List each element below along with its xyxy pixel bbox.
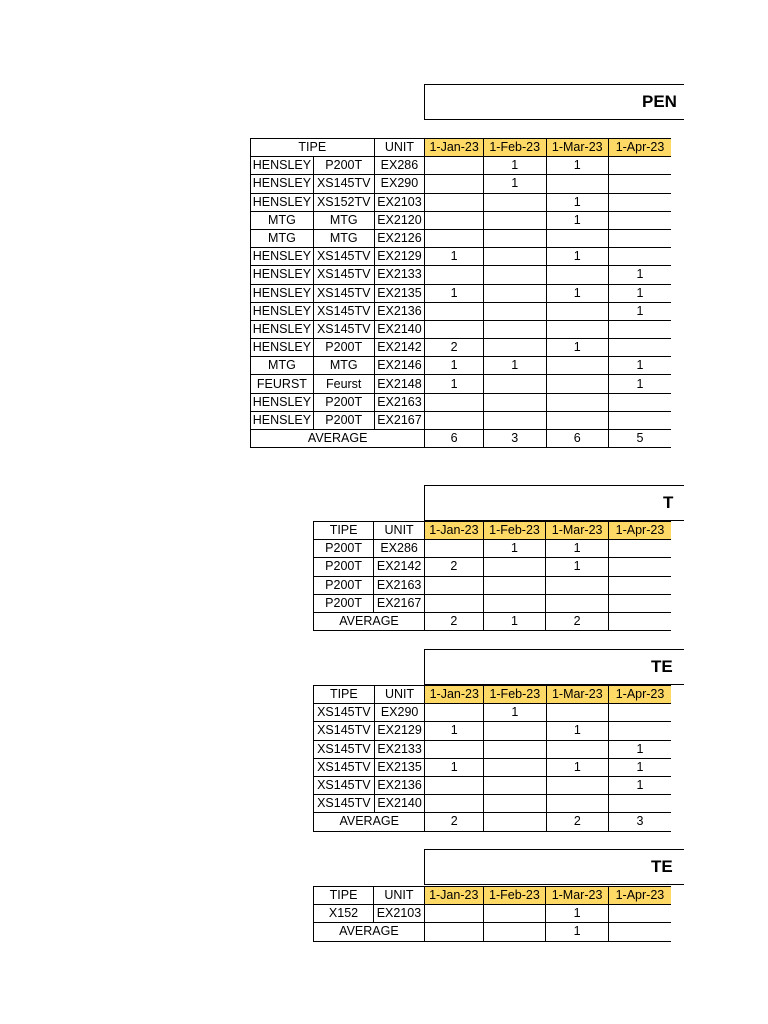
unit-cell[interactable]: EX2103	[374, 905, 425, 923]
value-cell[interactable]	[546, 266, 609, 284]
value-cell[interactable]	[609, 722, 671, 740]
month-header[interactable]: 1-Jan-23	[425, 139, 484, 157]
unit-cell[interactable]: EX2129	[374, 248, 425, 266]
section-title: PEN	[642, 92, 677, 111]
value-cell[interactable]: 1	[546, 193, 609, 211]
value-cell[interactable]	[609, 157, 671, 175]
value-cell[interactable]: 1	[546, 905, 609, 923]
value-cell[interactable]	[425, 704, 484, 722]
brand-cell[interactable]: HENSLEY	[251, 266, 314, 284]
value-cell[interactable]	[483, 411, 546, 429]
unit-cell[interactable]: EX290	[374, 704, 425, 722]
table-row	[251, 157, 672, 175]
unit-cell[interactable]: EX286	[374, 157, 425, 175]
unit-cell[interactable]: EX2140	[374, 795, 425, 813]
month-header[interactable]: 1-Mar-23	[546, 522, 609, 540]
value-cell[interactable]	[608, 576, 671, 594]
value-cell[interactable]	[546, 357, 609, 375]
value-cell[interactable]	[425, 740, 484, 758]
table-row	[314, 576, 672, 594]
value-cell[interactable]: 1	[425, 375, 484, 393]
tipe-header[interactable]: TIPE	[314, 686, 375, 704]
month-header[interactable]: 1-Feb-23	[483, 522, 546, 540]
value-cell[interactable]: 1	[483, 175, 546, 193]
unit-cell[interactable]: EX2167	[374, 411, 425, 429]
brand-cell[interactable]: HENSLEY	[251, 248, 314, 266]
table-row	[314, 776, 672, 794]
table-row	[251, 248, 672, 266]
value-cell[interactable]	[546, 375, 609, 393]
xs145tv-table	[313, 685, 671, 832]
model-cell[interactable]: P200T	[313, 411, 374, 429]
value-cell[interactable]	[546, 175, 609, 193]
table-row	[314, 795, 672, 813]
table-row	[314, 540, 672, 558]
month-header[interactable]: 1-Jan-23	[425, 686, 484, 704]
month-header[interactable]: 1-Jan-23	[425, 522, 484, 540]
table-row	[314, 758, 672, 776]
table-row	[314, 722, 672, 740]
value-cell[interactable]: 1	[546, 722, 609, 740]
value-cell[interactable]: 1	[609, 284, 671, 302]
value-cell[interactable]	[609, 411, 671, 429]
value-cell[interactable]	[608, 558, 671, 576]
value-cell[interactable]	[483, 905, 546, 923]
average-label[interactable]: AVERAGE	[314, 923, 425, 941]
average-value[interactable]: 1	[546, 923, 609, 941]
value-cell[interactable]: 1	[609, 776, 671, 794]
month-header[interactable]: 1-Mar-23	[546, 887, 609, 905]
table-row	[314, 558, 672, 576]
brand-cell[interactable]: MTG	[251, 229, 314, 247]
average-value[interactable]: 2	[425, 612, 484, 630]
unit-cell[interactable]: EX286	[374, 540, 425, 558]
value-cell[interactable]	[425, 776, 484, 794]
model-cell[interactable]: XS145TV	[314, 795, 375, 813]
brand-cell[interactable]: FEURST	[251, 375, 314, 393]
section-title: TE	[651, 657, 673, 676]
brand-cell[interactable]: HENSLEY	[251, 320, 314, 338]
tipe-header[interactable]: TIPE	[314, 522, 374, 540]
table-row	[314, 704, 672, 722]
unit-cell[interactable]: EX2163	[374, 393, 425, 411]
value-cell[interactable]: 1	[425, 722, 484, 740]
brand-cell[interactable]: HENSLEY	[251, 175, 314, 193]
table-row	[251, 375, 672, 393]
value-cell[interactable]	[483, 320, 546, 338]
value-cell[interactable]	[546, 320, 609, 338]
average-value[interactable]	[424, 923, 483, 941]
model-cell[interactable]: XS145TV	[313, 284, 374, 302]
value-cell[interactable]	[484, 722, 547, 740]
value-cell[interactable]	[546, 740, 609, 758]
value-cell[interactable]	[483, 229, 546, 247]
brand-cell[interactable]: HENSLEY	[251, 302, 314, 320]
brand-cell[interactable]: MTG	[251, 357, 314, 375]
p200t-table	[313, 521, 671, 631]
value-cell[interactable]	[546, 302, 609, 320]
value-cell[interactable]	[425, 229, 484, 247]
value-cell[interactable]: 1	[609, 266, 671, 284]
brand-cell[interactable]: HENSLEY	[251, 411, 314, 429]
unit-header[interactable]: UNIT	[374, 887, 425, 905]
unit-cell[interactable]: EX2129	[374, 722, 425, 740]
value-cell[interactable]	[484, 758, 547, 776]
model-cell[interactable]: XS145TV	[313, 302, 374, 320]
average-row	[314, 923, 672, 941]
average-value[interactable]	[608, 612, 671, 630]
value-cell[interactable]: 1	[609, 357, 671, 375]
month-header[interactable]: 1-Apr-23	[608, 887, 671, 905]
header-row	[314, 522, 672, 540]
unit-cell[interactable]: EX2136	[374, 302, 425, 320]
value-cell[interactable]	[425, 576, 484, 594]
value-cell[interactable]	[546, 776, 609, 794]
month-header[interactable]: 1-Mar-23	[546, 139, 609, 157]
unit-cell[interactable]: EX2140	[374, 320, 425, 338]
value-cell[interactable]	[483, 375, 546, 393]
table-row	[251, 193, 672, 211]
average-row	[314, 813, 672, 831]
value-cell[interactable]	[546, 229, 609, 247]
unit-cell[interactable]: EX2120	[374, 211, 425, 229]
value-cell[interactable]	[483, 558, 546, 576]
table-row	[314, 740, 672, 758]
tipe-header[interactable]: TIPE	[251, 139, 375, 157]
month-header[interactable]: 1-Feb-23	[484, 686, 547, 704]
model-cell[interactable]: XS145TV	[314, 722, 375, 740]
table-row	[251, 284, 672, 302]
brand-cell[interactable]: HENSLEY	[251, 393, 314, 411]
value-cell[interactable]: 1	[425, 284, 484, 302]
value-cell[interactable]: 1	[546, 248, 609, 266]
month-header[interactable]: 1-Jan-23	[424, 887, 483, 905]
value-cell[interactable]: 1	[546, 157, 609, 175]
value-cell[interactable]	[484, 740, 547, 758]
model-cell[interactable]: XS145TV	[313, 248, 374, 266]
unit-cell[interactable]: EX2135	[374, 758, 425, 776]
unit-cell[interactable]: EX2126	[374, 229, 425, 247]
brand-cell[interactable]: MTG	[251, 211, 314, 229]
unit-cell[interactable]: EX2142	[374, 558, 425, 576]
value-cell[interactable]	[483, 393, 546, 411]
model-cell[interactable]: MTG	[313, 211, 374, 229]
value-cell[interactable]	[483, 594, 546, 612]
value-cell[interactable]	[425, 795, 484, 813]
month-header[interactable]: 1-Feb-23	[483, 887, 546, 905]
model-cell[interactable]: XS145TV	[313, 320, 374, 338]
model-cell[interactable]: XS145TV	[314, 704, 375, 722]
average-value[interactable]: 2	[546, 813, 609, 831]
model-cell[interactable]: P200T	[313, 393, 374, 411]
value-cell[interactable]: 1	[609, 302, 671, 320]
section-title: T	[663, 493, 674, 512]
table-row	[314, 594, 672, 612]
model-cell[interactable]: P200T	[314, 558, 374, 576]
table-row	[251, 411, 672, 429]
value-cell[interactable]	[608, 905, 671, 923]
value-cell[interactable]	[483, 302, 546, 320]
value-cell[interactable]	[484, 795, 547, 813]
unit-header[interactable]: UNIT	[374, 522, 425, 540]
value-cell[interactable]: 1	[546, 339, 609, 357]
x152-table	[313, 886, 671, 942]
unit-cell[interactable]: EX2148	[374, 375, 425, 393]
value-cell[interactable]	[483, 284, 546, 302]
average-row	[314, 612, 672, 630]
table-row	[251, 175, 672, 193]
value-cell[interactable]	[483, 248, 546, 266]
value-cell[interactable]	[425, 193, 484, 211]
average-label[interactable]: AVERAGE	[314, 612, 425, 630]
unit-header[interactable]: UNIT	[374, 139, 425, 157]
average-row	[251, 430, 672, 448]
value-cell[interactable]: 1	[546, 284, 609, 302]
brand-cell[interactable]: HENSLEY	[251, 339, 314, 357]
value-cell[interactable]	[483, 339, 546, 357]
value-cell[interactable]	[425, 540, 484, 558]
section-title-box	[424, 649, 684, 685]
brand-cell[interactable]: HENSLEY	[251, 193, 314, 211]
value-cell[interactable]	[546, 576, 609, 594]
value-cell[interactable]: 1	[425, 357, 484, 375]
value-cell[interactable]: 1	[483, 157, 546, 175]
model-cell[interactable]: P200T	[314, 540, 374, 558]
unit-cell[interactable]: EX2133	[374, 266, 425, 284]
average-value[interactable]: 2	[425, 813, 484, 831]
value-cell[interactable]: 1	[484, 704, 547, 722]
main-table	[250, 138, 671, 448]
value-cell[interactable]: 1	[483, 357, 546, 375]
table-row	[251, 211, 672, 229]
model-cell[interactable]: XS145TV	[313, 266, 374, 284]
value-cell[interactable]	[608, 594, 671, 612]
model-cell[interactable]: MTG	[313, 357, 374, 375]
model-cell[interactable]: X152	[314, 905, 374, 923]
average-value[interactable]: 2	[546, 612, 609, 630]
value-cell[interactable]	[425, 411, 484, 429]
section-title-box	[424, 485, 684, 521]
value-cell[interactable]	[609, 229, 671, 247]
model-cell[interactable]: XS152TV	[313, 193, 374, 211]
value-cell[interactable]	[546, 393, 609, 411]
model-cell[interactable]: XS145TV	[314, 740, 375, 758]
value-cell[interactable]	[483, 266, 546, 284]
value-cell[interactable]	[609, 211, 671, 229]
average-value[interactable]: 3	[609, 813, 671, 831]
tipe-header[interactable]: TIPE	[314, 887, 374, 905]
average-value[interactable]: 3	[483, 430, 546, 448]
value-cell[interactable]	[425, 393, 484, 411]
value-cell[interactable]	[483, 211, 546, 229]
value-cell[interactable]	[425, 211, 484, 229]
section-title-box	[424, 84, 684, 120]
header-row	[314, 686, 672, 704]
average-label[interactable]: AVERAGE	[251, 430, 425, 448]
value-cell[interactable]: 1	[609, 758, 671, 776]
value-cell[interactable]	[425, 302, 484, 320]
value-cell[interactable]: 1	[609, 740, 671, 758]
value-cell[interactable]: 1	[546, 540, 609, 558]
table-row	[251, 320, 672, 338]
unit-cell[interactable]: EX2136	[374, 776, 425, 794]
table-row	[314, 905, 672, 923]
model-cell[interactable]: P200T	[314, 576, 374, 594]
section-title-box	[424, 849, 684, 885]
value-cell[interactable]: 1	[425, 758, 484, 776]
value-cell[interactable]: 2	[425, 339, 484, 357]
unit-cell[interactable]: EX2142	[374, 339, 425, 357]
value-cell[interactable]	[425, 266, 484, 284]
average-value[interactable]: 1	[483, 612, 546, 630]
model-cell[interactable]: P200T	[313, 339, 374, 357]
value-cell[interactable]	[546, 594, 609, 612]
table-row	[251, 302, 672, 320]
model-cell[interactable]: XS145TV	[314, 776, 375, 794]
average-value[interactable]	[483, 923, 546, 941]
value-cell[interactable]: 1	[425, 248, 484, 266]
brand-cell[interactable]: HENSLEY	[251, 157, 314, 175]
value-cell[interactable]	[609, 393, 671, 411]
value-cell[interactable]	[424, 905, 483, 923]
unit-header[interactable]: UNIT	[374, 686, 425, 704]
unit-cell[interactable]: EX2167	[374, 594, 425, 612]
model-cell[interactable]: XS145TV	[314, 758, 375, 776]
model-cell[interactable]: P200T	[313, 157, 374, 175]
brand-cell[interactable]: HENSLEY	[251, 284, 314, 302]
average-value[interactable]	[608, 923, 671, 941]
table-row	[251, 229, 672, 247]
unit-cell[interactable]: EX2135	[374, 284, 425, 302]
value-cell[interactable]	[609, 193, 671, 211]
value-cell[interactable]: 1	[546, 211, 609, 229]
value-cell[interactable]	[609, 704, 671, 722]
average-value[interactable]: 5	[609, 430, 671, 448]
value-cell[interactable]	[609, 320, 671, 338]
month-header[interactable]: 1-Mar-23	[546, 686, 609, 704]
month-header[interactable]: 1-Apr-23	[608, 522, 671, 540]
month-header[interactable]: 1-Apr-23	[609, 686, 671, 704]
table-row	[251, 266, 672, 284]
value-cell[interactable]: 1	[483, 540, 546, 558]
value-cell[interactable]	[425, 157, 484, 175]
value-cell[interactable]: 1	[546, 758, 609, 776]
value-cell[interactable]	[546, 795, 609, 813]
value-cell[interactable]	[609, 795, 671, 813]
model-cell[interactable]: XS145TV	[313, 175, 374, 193]
section-title: TE	[651, 857, 673, 876]
unit-cell[interactable]: EX2133	[374, 740, 425, 758]
value-cell[interactable]	[546, 704, 609, 722]
value-cell[interactable]: 1	[609, 375, 671, 393]
value-cell[interactable]	[609, 248, 671, 266]
value-cell[interactable]	[483, 193, 546, 211]
value-cell[interactable]	[425, 594, 484, 612]
value-cell[interactable]: 1	[546, 558, 609, 576]
header-row	[314, 887, 672, 905]
unit-cell[interactable]: EX2146	[374, 357, 425, 375]
unit-cell[interactable]: EX290	[374, 175, 425, 193]
value-cell[interactable]	[609, 175, 671, 193]
average-value[interactable]: 6	[425, 430, 484, 448]
average-label[interactable]: AVERAGE	[314, 813, 425, 831]
unit-cell[interactable]: EX2163	[374, 576, 425, 594]
table-row	[251, 357, 672, 375]
value-cell[interactable]	[425, 175, 484, 193]
month-header[interactable]: 1-Apr-23	[609, 139, 671, 157]
value-cell[interactable]	[546, 411, 609, 429]
table-row	[251, 339, 672, 357]
average-value[interactable]	[484, 813, 547, 831]
value-cell[interactable]	[484, 776, 547, 794]
unit-cell[interactable]: EX2103	[374, 193, 425, 211]
model-cell[interactable]: Feurst	[313, 375, 374, 393]
header-row	[251, 139, 672, 157]
model-cell[interactable]: P200T	[314, 594, 374, 612]
value-cell[interactable]: 2	[425, 558, 484, 576]
value-cell[interactable]	[609, 339, 671, 357]
model-cell[interactable]: MTG	[313, 229, 374, 247]
value-cell[interactable]	[483, 576, 546, 594]
table-row	[251, 393, 672, 411]
value-cell[interactable]	[608, 540, 671, 558]
value-cell[interactable]	[425, 320, 484, 338]
average-value[interactable]: 6	[546, 430, 609, 448]
month-header[interactable]: 1-Feb-23	[483, 139, 546, 157]
